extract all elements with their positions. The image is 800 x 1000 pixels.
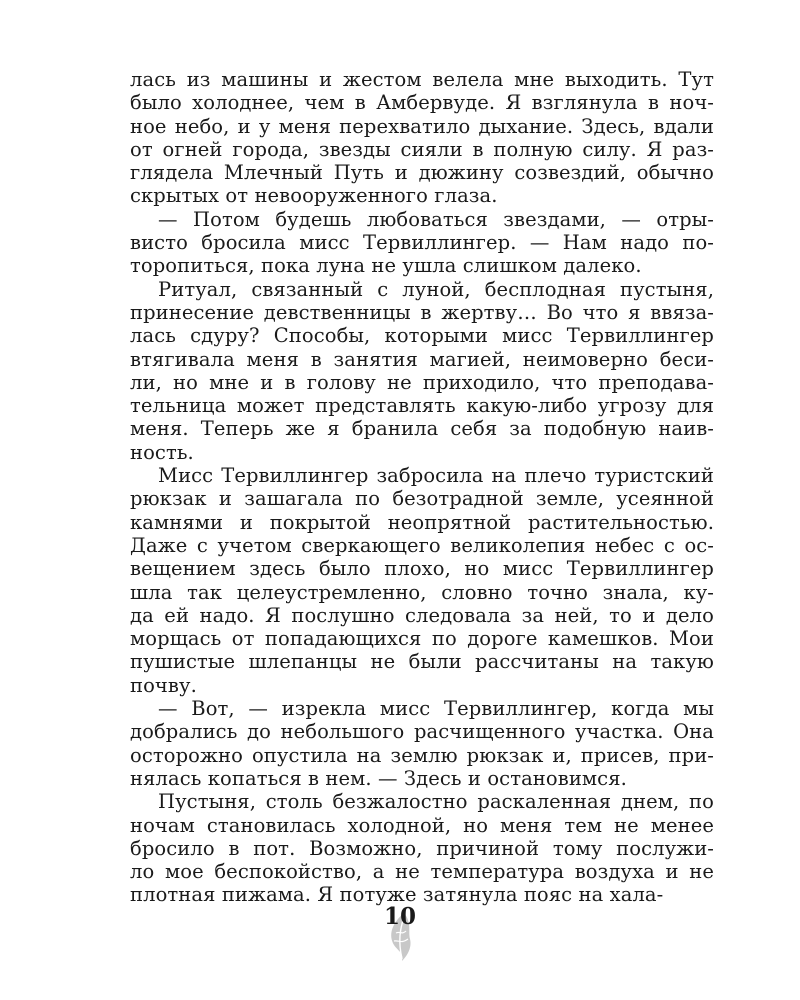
text-line: шла так целеустремленно, словно точно знала, ку- bbox=[130, 580, 714, 604]
text-line: Мисс Тервиллингер забросила на плечо туристский bbox=[158, 464, 714, 488]
text-line: Ритуал, связанный с луной, бесплодная пустыня, bbox=[158, 277, 714, 301]
text-line: тельница может представлять какую-либо угрозу для bbox=[130, 394, 714, 418]
text-line: плотная пижама. Я потуже затянула пояс на хала- bbox=[130, 883, 664, 907]
text-line: было холоднее, чем в Амбервуде. Я взглянула в ноч- bbox=[130, 91, 714, 115]
text-line: Даже с учетом сверкающего великолепия небес с ос- bbox=[130, 533, 714, 557]
text-line: морщась от попадающихся по дороге камешков. Мои bbox=[130, 627, 714, 651]
text-line: торопиться, пока луна не ушла слишком далеко. bbox=[130, 254, 642, 278]
text-line: скрытых от невооруженного глаза. bbox=[130, 184, 498, 208]
text-line: камнями и покрытой неопрятной растительностью. bbox=[130, 510, 714, 534]
text-line: втягивала меня в занятия магией, неимоверно беси- bbox=[130, 347, 714, 371]
text-line: — Потом будешь любоваться звездами, — отры- bbox=[158, 207, 714, 231]
text-line: бросило в пот. Возможно, причиной тому послужи- bbox=[130, 836, 714, 860]
text-line: да ей надо. Я послушно следовала за ней, то и дело bbox=[130, 603, 714, 627]
text-line: висто бросила мисс Тервиллингер. — Нам надо по- bbox=[130, 231, 714, 255]
text-line: рюкзак и зашагала по безотрадной земле, усеянной bbox=[130, 487, 714, 511]
text-line: ло мое беспокойство, а не температура воздуха и не bbox=[130, 860, 714, 884]
text-line: лась из машины и жестом велела мне выходить. Тут bbox=[130, 68, 714, 91]
text-line: добрались до небольшого расчищенного участка. Она bbox=[130, 720, 714, 744]
text-line: ночам становилась холодной, но меня тем не менее bbox=[130, 813, 714, 837]
body-text bbox=[130, 68, 714, 907]
page-number: 10 bbox=[383, 903, 416, 930]
text-line: ность. bbox=[130, 440, 194, 464]
text-line: лась сдуру? Способы, которыми мисс Тервиллингер bbox=[130, 324, 714, 348]
text-line: — Вот, — изрекла мисс Тервиллингер, когда мы bbox=[158, 697, 714, 721]
text-line: почву. bbox=[130, 673, 197, 697]
page-footer bbox=[350, 895, 450, 975]
text-line: Пустыня, столь безжалостно раскаленная днем, по bbox=[158, 790, 714, 814]
text-line: ное небо, и у меня перехватило дыхание. Здесь, вдали bbox=[130, 114, 714, 138]
text-line: осторожно опустила на землю рюкзак и, присев, при- bbox=[130, 743, 714, 767]
text-line: принесение девственницы в жертву… Во что я ввяза- bbox=[130, 300, 714, 324]
text-line: вещением здесь было плохо, но мисс Тервиллингер bbox=[130, 557, 714, 581]
text-line: ли, но мне и в голову не приходило, что преподава- bbox=[130, 370, 714, 394]
text-line: пушистые шлепанцы не были рассчитаны на такую bbox=[130, 650, 714, 674]
text-line: от огней города, звезды сияли в полную силу. Я раз- bbox=[130, 137, 714, 161]
text-line: меня. Теперь же я бранила себя за подобную наив- bbox=[130, 417, 714, 441]
text-line: глядела Млечный Путь и дюжину созвездий, обычно bbox=[130, 161, 714, 185]
text-line: нялась копаться в нем. — Здесь и остановимся. bbox=[130, 766, 627, 790]
